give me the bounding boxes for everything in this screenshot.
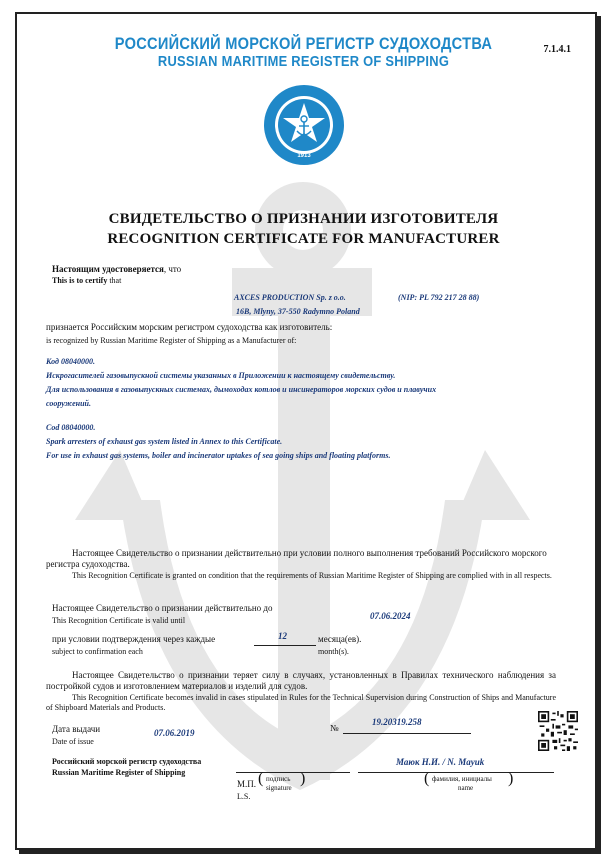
valid-until-ru: Настоящее Свидетельство о признании действительно до [52,603,273,613]
validity-en: This Recognition Certificate is granted on condition that the requirements of Russian Maritime Register of Shipping are complied with in all respects. [72,571,552,580]
certify-en: This is to certify that [52,276,122,285]
product-line2-en: For use in exhaust gas systems, boiler and incinerator uptakes of sea going ships and floating platforms. [46,451,391,460]
valid-until-en: This Recognition Certificate is valid until [52,616,186,625]
confirm-post-ru: месяца(ев). [318,634,362,644]
confirm-post-en: month(s). [318,647,349,656]
certify-ru: Настоящим удостоверяется, что [52,264,182,274]
signature-underline [236,760,350,773]
invalid-en: This Recognition Certificate becomes invalid in cases stipulated in Rules for the Technical Supervision during Construction of Ships and Manufacture of Shipboard Materials and Products. [46,693,556,712]
signature-label-ru: подпись [266,775,291,783]
name-label-en: name [458,784,474,792]
product-line1-ru: Искрогасителей газовыпускной системы указанных в Приложении к настоящему свидетельству. [46,371,396,380]
valid-until-date: 07.06.2024 [370,611,411,621]
issue-date-label-ru: Дата выдачи [52,724,101,734]
product-code-en: Cod 08040000. [46,423,96,432]
manufacturer-address: 16B, Mlyny, 37-550 Radymno Poland [236,307,360,316]
confirm-en: subject to confirmation each [52,647,143,656]
confirm-months: 12 [278,631,287,641]
confirm-ru: при условии подтверждения через каждые [52,634,216,644]
org-name-en: RUSSIAN MARITIME REGISTER OF SHIPPING [157,53,450,70]
name-label-ru: фамилия, инициалы [432,775,492,783]
product-line3-ru: сооружений. [46,399,91,408]
signature-label-en: signature [266,784,292,792]
seal-year: 1913 [297,153,311,159]
certificate-number: 19.20319.258 [372,717,422,727]
title-en: RECOGNITION CERTIFICATE FOR MANUFACTURER [107,231,500,247]
title-ru: СВИДЕТЕЛЬСТВО О ПРИЗНАНИИ ИЗГОТОВИТЕЛЯ [108,211,499,227]
issue-date-label-en: Date of issue [52,737,94,746]
number-sign: № [330,723,339,733]
form-number: 7.1.4.1 [543,44,571,55]
recognized-ru: признается Российским морским регистром судоходства как изготовитель: [46,322,333,332]
org-name-ru: РОССИЙСКИЙ МОРСКОЙ РЕГИСТР СУДОХОДСТВА [114,34,493,53]
manufacturer-name: AXCES PRODUCTION Sp. z o.o. [234,293,346,302]
manufacturer-nip: (NIP: PL 792 217 28 88) [398,293,480,302]
sign-org-ru: Российский морской регистр судоходства [52,757,202,766]
qr-code [538,711,578,751]
product-code-ru: Код 08040000. [46,357,95,366]
register-seal-logo [263,84,345,166]
signer-name: Маюк Н.И. / N. Mayuk [396,757,485,767]
validity-ru: Настоящее Свидетельство о признании действительно при условии полного выполнения требований Российского морского регистра судоходства. [46,548,547,569]
product-line2-ru: Для использования в газовыпускных системах, дымоходах котлов и инсинераторов морских судов и плавучих [46,385,437,394]
ls-en: L.S. [237,792,251,801]
signer-underline [358,760,554,773]
certificate-page: РОССИЙСКИЙ МОРСКОЙ РЕГИСТР СУДОХОДСТВА RUSSIAN MARITIME REGISTER OF SHIPPING 7.1.4.1 1913 СВИДЕТЕЛЬСТВО О ПРИЗНАНИИ ИЗГОТОВИТЕЛЯ RECOGNITION CERTIFICATE FOR MANUFACTURER Настоящим удостоверяется, что This is to certify that AXCES PRODUCTION Sp. z o.o. (NIP: PL 792 217 28 88) 16B, Mlyny, 37-550 Radymno Poland признается Российским морским регистром судоходства как изготовитель: is recognized by Russian Maritime Register of Shipping as a Manufacturer of: Код 08040000. Искрогасителей газовыпускной системы указанных в Приложении к настоящему свидетельству. Для использования в газовыпускных системах, дымоходах котлов и инсинераторов морских судов и плавучих сооружений. Cod 08040000. Spark arresters of exhaust gas system listed in Annex to this Certificate. For use in exhaust gas systems, boiler and incinerator uptakes of sea going ships and floating platforms. Настоящее Свидетельство о признании действительно при условии полного выполнения требований Российского морского регистра судоходства. This Recognition Certificate is granted on condition that the requirements of Russian Maritime Register of Shipping are complied with in all respects. Настоящее Свидетельство о признании действительно до This Recognition Certificate is valid until 07.06.2024 при условии подтверждения через каждые subject to confirmation each 12 месяца(ев). month(s). Настоящее Свидетельство о признании теряет силу в случаях, установленных в Правилах технического наблюдения за постройкой судов и изготовлением материалов и изделий для судов. This Recognition Certificate becomes invalid in cases stipulated in Rules for the Technical Supervision during Construction of Ships and Manufacture of Shipboard Materials and Products. Дата выдачи Date of issue 07.06.2019 № 19.20319.258 Российский морской регистр судоходства Russian Maritime Register of Shipping М.П. L.S. ( подпись signature ) Маюк Н.И. / N. Mayuk ( фамилия, инициалы name ) [0,0,607,861]
recognized-en: is recognized by Russian Maritime Register of Shipping as a Manufacturer of: [46,336,297,345]
product-line1-en: Spark arresters of exhaust gas system listed in Annex to this Certificate. [46,437,283,446]
issue-date: 07.06.2019 [154,728,195,738]
invalid-ru: Настоящее Свидетельство о признании теряет силу в случаях, установленных в Правилах технического наблюдения за постройкой судов и изготовлением материалов и изделий для судов. [46,670,556,691]
ls-ru: М.П. [237,779,257,789]
sign-org-en: Russian Maritime Register of Shipping [52,768,186,777]
